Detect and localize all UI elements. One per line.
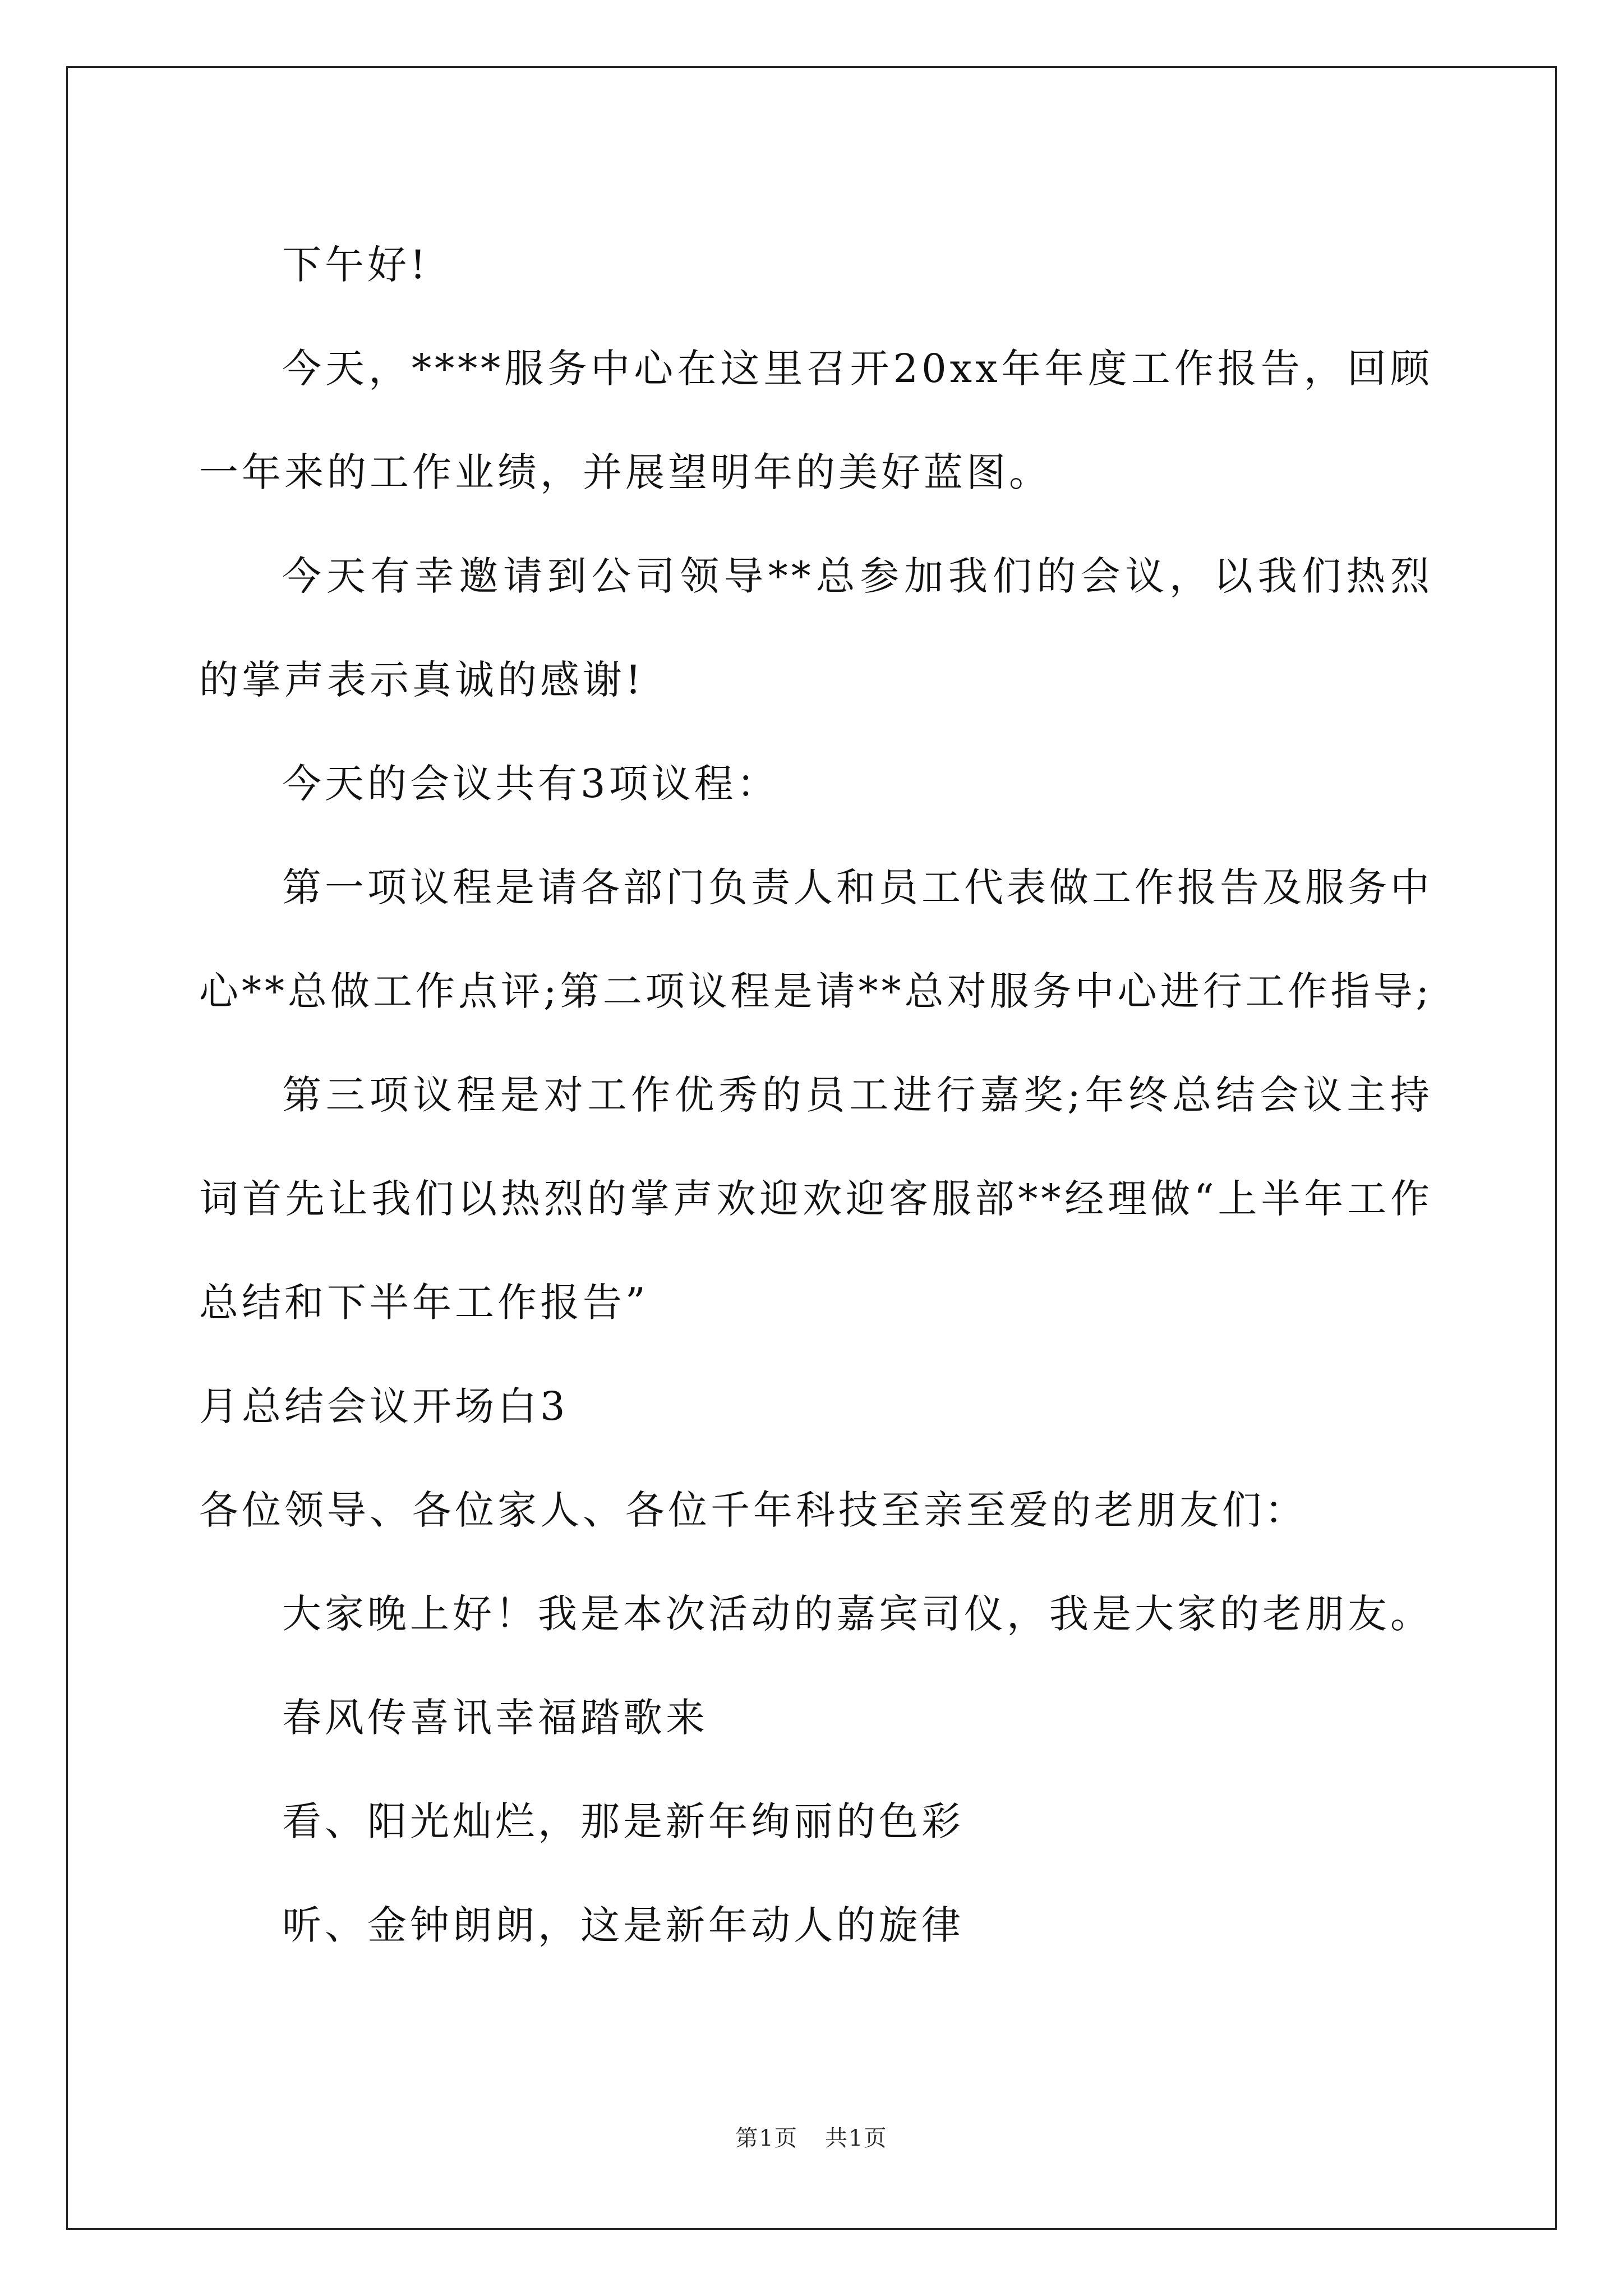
section-heading: 月总结会议开场白3 [199, 1383, 569, 1429]
paragraph: 大家晚上好！我是本次活动的嘉宾司仪，我是大家的老朋友。 [282, 1591, 1433, 1637]
page-footer [0, 2120, 1623, 2152]
paragraph: 今天，****服务中心在这里召开20xx年年度工作报告，回顾一年来的工作业绩，并展望明年的美好蓝图。 [199, 346, 1433, 495]
paragraph: 听、金钟朗朗，这是新年动人的旋律 [282, 1902, 964, 1948]
document-body [199, 213, 1433, 1977]
paragraph: 今天的会议共有3项议程： [282, 761, 780, 807]
paragraph: 下午好! [282, 242, 430, 288]
paragraph: 今天有幸邀请到公司领导**总参加我们的会议，以我们热烈的掌声表示真诚的感谢! [199, 553, 1433, 703]
page-number: 第1页 [735, 2125, 798, 2151]
page-total: 共1页 [825, 2125, 888, 2151]
paragraph: 第一项议程是请各部门负责人和员工代表做工作报告及服务中心**总做工作点评;第二项议程是请**总对服务中心进行工作指导; [199, 864, 1433, 1014]
paragraph: 看、阳光灿烂，那是新年绚丽的色彩 [282, 1798, 964, 1844]
salutation: 各位领导、各位家人、各位千年科技至亲至爱的老朋友们： [199, 1487, 1307, 1533]
paragraph: 春风传喜讯幸福踏歌来 [282, 1695, 708, 1741]
paragraph: 第三项议程是对工作优秀的员工进行嘉奖;年终总结会议主持词首先让我们以热烈的掌声欢迎欢迎客服部**经理做“上半年工作总结和下半年工作报告” [199, 1072, 1433, 1326]
